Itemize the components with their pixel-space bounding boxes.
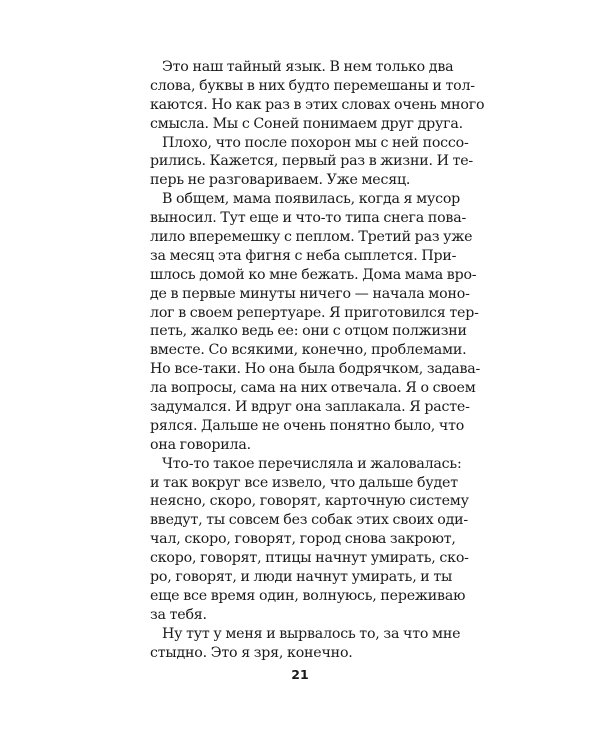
text-line: неясно, скоро, говорят, карточную систему [150,493,469,510]
text-line: введут, ты совсем без собак этих своих оди- [150,512,469,529]
text-line: и так вокруг все извело, что дальше будет [150,474,458,491]
text-line: смысла. Мы с Соней понимаем друг друга. [150,115,463,132]
text-line: за месяц эта фигня с неба сыплется. При- [150,247,457,264]
text-line: Это наш тайный язык. В нем только два [162,59,454,75]
text-line: вместе. Со всякими, конечно, проблемами. [150,342,467,359]
text-line: ла вопросы, сама на них отвечала. Я о своем [150,380,476,397]
text-line: стыдно. Это я зря, конечно. [150,644,353,661]
text-line: шлось домой ко мне бежать. Дома мама вро- [150,266,477,283]
text-line: она говорила. [150,436,251,453]
text-line: перь не разговариваем. Уже месяц. [150,172,411,189]
text-line: В общем, мама появилась, когда я мусор [162,191,461,208]
text-line: Ну тут у меня и вырвалось то, за что мне [162,625,461,642]
text-line: чал, скоро, говорят, город снова закроют, [150,531,456,548]
text-line: Что-то такое перечисляла и жаловалась: [162,455,462,472]
text-line: скоро, говорят, птицы начнут умирать, ско- [150,550,469,567]
text-line: петь, жалко ведь ее: они с отцом полжизни [150,323,467,340]
text-line: де в первые минуты ничего — начала моно- [150,285,470,302]
text-line: Плохо, что после похорон мы с ней поссо- [162,134,469,151]
text-line: выносил. Тут еще и что-то типа снега пова- [150,210,467,227]
text-line: лило вперемешку с пеплом. Третий раз уже [150,229,473,246]
text-line: рились. Кажется, первый раз в жизни. И те- [150,153,474,170]
text-line: ро, говорят, и люди начнут умирать, и ты [150,569,453,586]
page-number: 21 [291,667,309,682]
text-line: каются. Но как раз в этих словах очень много [150,96,485,113]
text-line: задумался. И вдруг она заплакала. Я расте- [150,399,470,416]
text-line: слова, буквы в них будто перемешаны и тол- [150,77,475,94]
text-line: еще все время один, волнуюсь, переживаю [150,587,466,604]
text-line: лог в своем репертуаре. Я приготовился тер- [150,304,479,321]
text-line: Но все-таки. Но она была бодрячком, задава- [150,361,481,378]
body-text [150,58,485,663]
text-line: рялся. Дальше не очень понятно было, что [150,417,465,434]
text-line: за тебя. [150,606,207,623]
